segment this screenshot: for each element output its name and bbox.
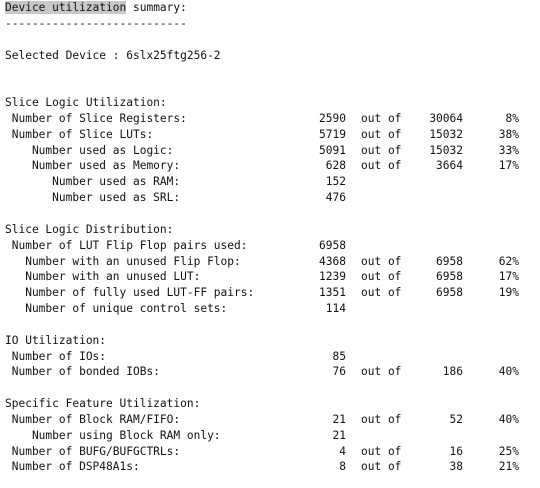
- row-label: Number used as RAM:: [5, 175, 181, 189]
- row-used-value: 2590: [319, 111, 346, 125]
- utilization-row: [5, 127, 535, 143]
- row-available-value: 15032: [429, 127, 463, 141]
- row-used-value: 4: [339, 444, 346, 458]
- row-available-value: 6958: [436, 254, 463, 268]
- row-out-of: out of: [361, 444, 402, 458]
- utilization-row: [5, 190, 535, 206]
- row-percent: 17%: [498, 159, 519, 173]
- blank-line: [5, 317, 535, 333]
- row-available-value: 3664: [436, 159, 463, 173]
- section-heading: Slice Logic Distribution:: [5, 222, 174, 236]
- blank-line: [5, 380, 535, 396]
- row-used-value: 5719: [319, 127, 346, 141]
- row-used-value: 5091: [319, 143, 346, 157]
- row-available-value: 38: [449, 460, 463, 474]
- row-used-value: 114: [325, 302, 346, 316]
- row-label: Number with an unused Flip Flop:: [5, 254, 241, 268]
- row-used-value: 628: [325, 159, 346, 173]
- row-label: Number used as Memory:: [5, 159, 181, 173]
- row-label: Number of BUFG/BUFGCTRLs:: [5, 444, 181, 458]
- row-used-value: 152: [325, 175, 346, 189]
- row-label: Number of unique control sets:: [5, 302, 228, 316]
- report-title-highlight[interactable]: Device utilization: [5, 1, 127, 14]
- row-label: Number using Block RAM only:: [5, 428, 221, 442]
- row-out-of: out of: [361, 143, 402, 157]
- blank-line: [5, 206, 535, 222]
- blank-line: [5, 79, 535, 95]
- row-out-of: out of: [361, 159, 402, 173]
- row-percent: 40%: [498, 412, 519, 426]
- row-out-of: out of: [361, 286, 402, 300]
- row-used-value: 76: [332, 365, 346, 379]
- row-percent: 38%: [498, 127, 519, 141]
- row-out-of: out of: [361, 460, 402, 474]
- section-heading: Specific Feature Utilization:: [5, 397, 201, 411]
- row-out-of: out of: [361, 412, 402, 426]
- report-title: [5, 0, 535, 16]
- utilization-row: [5, 143, 535, 159]
- row-label: Number of DSP48A1s:: [5, 460, 140, 474]
- row-out-of: out of: [361, 270, 402, 284]
- utilization-row: [5, 238, 535, 254]
- row-used-value: 21: [332, 412, 346, 426]
- row-used-value: 8: [339, 460, 346, 474]
- row-label: Number of Block RAM/FIFO:: [5, 412, 181, 426]
- utilization-row: [5, 174, 535, 190]
- row-out-of: out of: [361, 365, 402, 379]
- row-percent: 17%: [498, 270, 519, 284]
- row-label: Number of LUT Flip Flop pairs used:: [5, 238, 248, 252]
- row-used-value: 1351: [319, 286, 346, 300]
- row-percent: 21%: [498, 460, 519, 474]
- utilization-row: [5, 428, 535, 444]
- row-available-value: 16: [449, 444, 463, 458]
- utilization-row: [5, 254, 535, 270]
- row-percent: 40%: [498, 365, 519, 379]
- utilization-report: [5, 0, 535, 475]
- row-percent: 33%: [498, 143, 519, 157]
- selected-device: Selected Device : 6slx25ftg256-2: [5, 48, 221, 62]
- utilization-row: [5, 111, 535, 127]
- section-heading: IO Utilization:: [5, 333, 107, 347]
- title-underline: ---------------------------: [5, 16, 187, 30]
- row-available-value: 30064: [429, 111, 463, 125]
- row-percent: 19%: [498, 286, 519, 300]
- blank-line: [5, 63, 535, 79]
- utilization-row: [5, 301, 535, 317]
- row-percent: 8%: [505, 111, 519, 125]
- row-out-of: out of: [361, 111, 402, 125]
- utilization-row: [5, 349, 535, 365]
- row-percent: 62%: [498, 254, 519, 268]
- row-label: Number with an unused LUT:: [5, 270, 201, 284]
- row-available-value: 6958: [436, 286, 463, 300]
- row-used-value: 4368: [319, 254, 346, 268]
- row-available-value: 6958: [436, 270, 463, 284]
- row-out-of: out of: [361, 254, 402, 268]
- report-title-rest: summary:: [126, 1, 187, 14]
- row-label: Number of bonded IOBs:: [5, 365, 160, 379]
- utilization-row: [5, 364, 535, 380]
- row-used-value: 476: [325, 191, 346, 205]
- utilization-row: [5, 459, 535, 475]
- row-label: Number of fully used LUT-FF pairs:: [5, 286, 255, 300]
- blank-line: [5, 32, 535, 48]
- utilization-row: [5, 158, 535, 174]
- section-heading: Slice Logic Utilization:: [5, 96, 167, 110]
- utilization-row: [5, 269, 535, 285]
- row-used-value: 85: [332, 349, 346, 363]
- row-out-of: out of: [361, 127, 402, 141]
- report-sections: [5, 95, 535, 475]
- row-label: Number used as SRL:: [5, 191, 181, 205]
- utilization-row: [5, 444, 535, 460]
- row-label: Number of Slice Registers:: [5, 111, 187, 125]
- row-label: Number used as Logic:: [5, 143, 174, 157]
- row-available-value: 15032: [429, 143, 463, 157]
- row-available-value: 186: [442, 365, 463, 379]
- row-used-value: 21: [332, 428, 346, 442]
- row-percent: 25%: [498, 444, 519, 458]
- utilization-row: [5, 285, 535, 301]
- utilization-row: [5, 412, 535, 428]
- row-used-value: 6958: [319, 238, 346, 252]
- row-label: Number of IOs:: [5, 349, 107, 363]
- row-available-value: 52: [449, 412, 463, 426]
- row-label: Number of Slice LUTs:: [5, 127, 154, 141]
- row-used-value: 1239: [319, 270, 346, 284]
